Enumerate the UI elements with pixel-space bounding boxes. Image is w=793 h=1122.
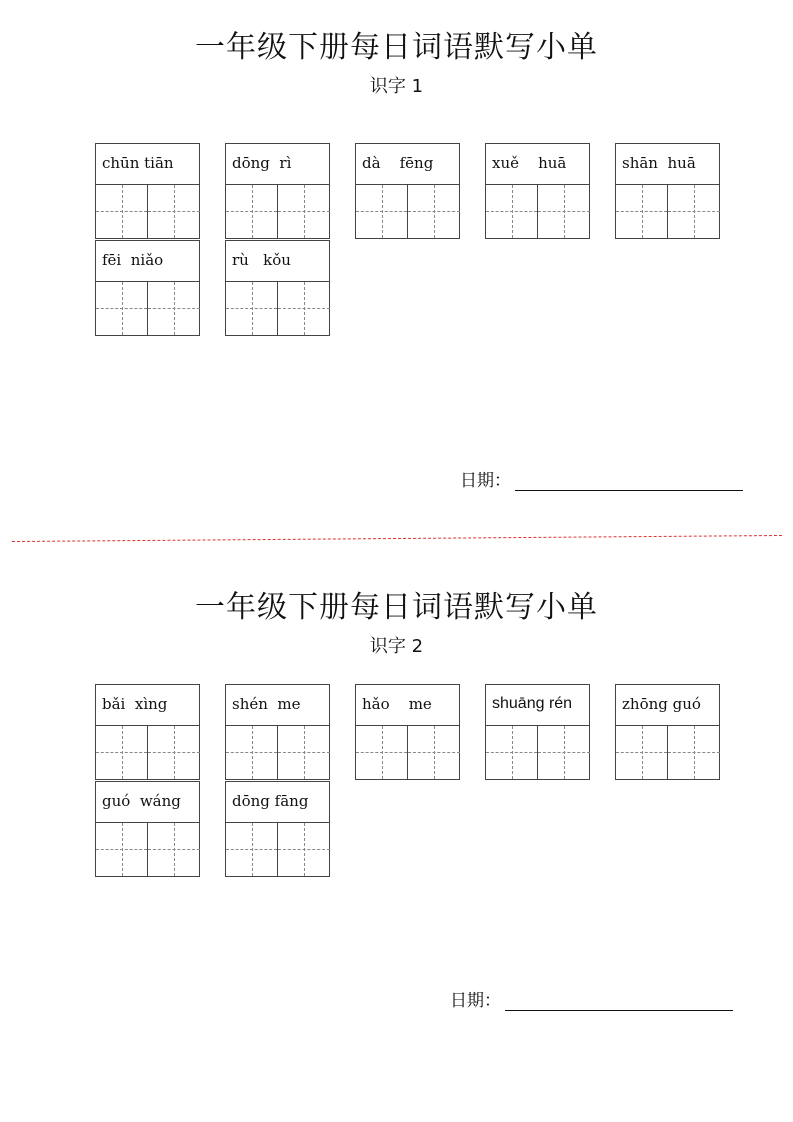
pinyin: zhōng guó	[616, 685, 719, 726]
word-box	[485, 684, 590, 780]
writing-grid[interactable]	[226, 185, 329, 238]
word-box	[225, 143, 330, 239]
writing-grid[interactable]	[616, 726, 719, 779]
date-input-line[interactable]	[515, 489, 743, 491]
word-box	[615, 684, 720, 780]
word-box	[225, 240, 330, 336]
writing-grid[interactable]	[356, 185, 459, 238]
pinyin: shān huā	[616, 144, 719, 185]
word-box	[95, 143, 200, 239]
date-input-line[interactable]	[505, 1009, 733, 1011]
date-field	[450, 986, 733, 1011]
pinyin: guó wáng	[96, 782, 199, 823]
pinyin: dà fēng	[356, 144, 459, 185]
pinyin: dōng fāng	[226, 782, 329, 823]
writing-grid[interactable]	[96, 282, 199, 335]
pinyin: fēi niǎo	[96, 241, 199, 282]
word-box	[485, 143, 590, 239]
pinyin: rù kǒu	[226, 241, 329, 282]
sheet2-subtitle: 识字 2	[369, 636, 424, 657]
word-box	[95, 240, 200, 336]
sheet1-subtitle: 识字 1	[369, 76, 424, 97]
date-label: 日期：	[450, 991, 501, 1011]
word-box	[225, 684, 330, 780]
pinyin: xuě huā	[486, 144, 589, 185]
pinyin: bǎi xìng	[96, 685, 199, 726]
writing-grid[interactable]	[486, 185, 589, 238]
word-box	[355, 143, 460, 239]
writing-grid[interactable]	[226, 282, 329, 335]
sheet2-title: 一年级下册每日词语默写小单	[195, 590, 598, 625]
word-box	[95, 781, 200, 877]
sheet1-title: 一年级下册每日词语默写小单	[195, 30, 598, 65]
writing-grid[interactable]	[226, 726, 329, 779]
date-label: 日期：	[460, 471, 511, 491]
pinyin: shén me	[226, 685, 329, 726]
cut-line-divider	[12, 535, 782, 542]
writing-grid[interactable]	[616, 185, 719, 238]
writing-grid[interactable]	[486, 726, 589, 779]
pinyin: dōng rì	[226, 144, 329, 185]
writing-grid[interactable]	[356, 726, 459, 779]
word-box	[615, 143, 720, 239]
writing-grid[interactable]	[96, 823, 199, 876]
word-box	[355, 684, 460, 780]
writing-grid[interactable]	[226, 823, 329, 876]
writing-grid[interactable]	[96, 185, 199, 238]
pinyin: shuāng rén	[486, 685, 589, 726]
date-field	[460, 466, 743, 491]
word-box	[225, 781, 330, 877]
pinyin: chūn tiān	[96, 144, 199, 185]
word-box	[95, 684, 200, 780]
pinyin: hǎo me	[356, 685, 459, 726]
writing-grid[interactable]	[96, 726, 199, 779]
